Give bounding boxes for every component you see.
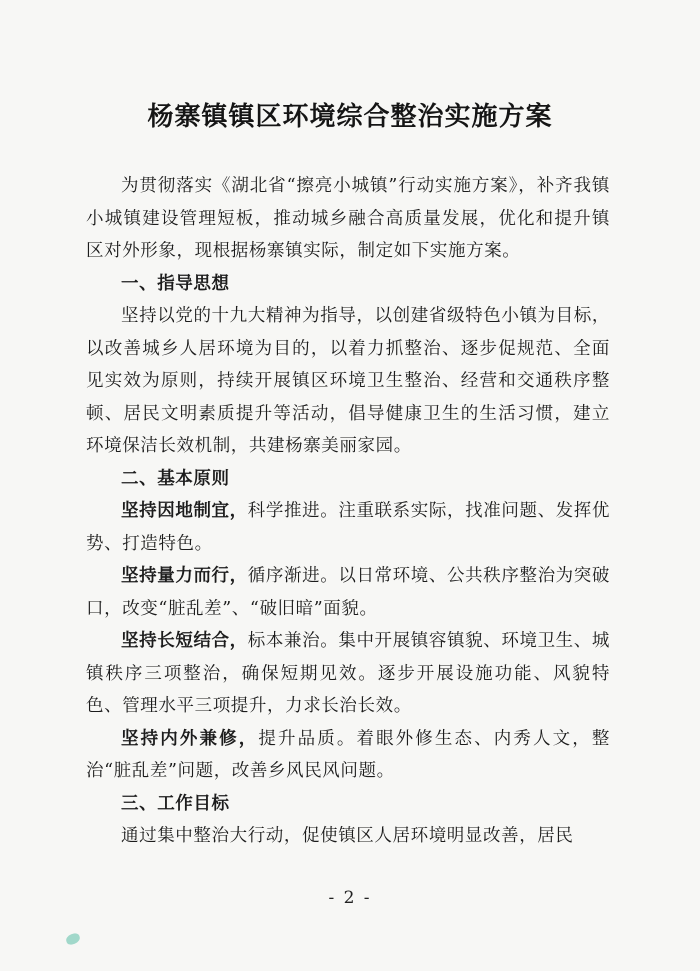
principle-text: 循序渐进。以日常环境、公共秩序整治为突破口，改变“脏乱差”、“破旧暗”面貌。	[86, 566, 610, 619]
page-number: - 2 -	[328, 888, 372, 908]
section-heading-guiding-thought: 一、指导思想	[121, 273, 230, 294]
section-heading-work-goals: 三、工作目标	[121, 793, 230, 814]
principle-text: 科学推进。注重联系实际，找准问题、发挥优势、打造特色。	[86, 501, 610, 554]
principle-paragraph	[86, 560, 610, 625]
principle-paragraph	[86, 723, 610, 788]
ink-spot-mark	[65, 932, 82, 946]
principle-lead: 坚持长短结合，	[121, 631, 248, 651]
document-body	[86, 170, 610, 853]
intro-paragraph: 为贯彻落实《湖北省“擦亮小城镇”行动实施方案》，补齐我镇小城镇建设管理短板，推动城乡融合高质量发展，优化和提升镇区对外形象，现根据杨寨镇实际，制定如下实施方案。	[86, 176, 610, 261]
principle-lead: 坚持量力而行，	[121, 566, 248, 586]
principle-paragraph	[86, 625, 610, 723]
principle-lead: 坚持内外兼修，	[121, 728, 259, 749]
section-heading-basic-principles: 二、基本原则	[121, 468, 230, 489]
guiding-thought-paragraph: 坚持以党的十九大精神为指导，以创建省级特色小镇为目标，以改善城乡人居环境为目的，以着力抓整治、逐步促规范、全面见实效为原则，持续开展镇区环境卫生整治、经营和交通秩序整顿、居民文明素质提升等活动，倡导健康卫生的生活习惯，建立环境保洁长效机制，共建杨寨美丽家园。	[86, 306, 610, 456]
principle-paragraph	[86, 495, 610, 560]
work-goals-paragraph: 通过集中整治大行动，促使镇区人居环境明显改善，居民	[121, 826, 574, 846]
principle-text: 标本兼治。集中开展镇容镇貌、环境卫生、城镇秩序三项整治，确保短期见效。逐步开展设施功能、风貌特色、管理水平三项提升，力求长治长效。	[86, 631, 610, 716]
principle-lead: 坚持因地制宜，	[121, 501, 248, 521]
principle-text: 提升品质。着眼外修生态、内秀人文，整治“脏乱差”问题，改善乡风民风问题。	[86, 728, 610, 781]
document-title: 杨寨镇镇区环境综合整治实施方案	[147, 102, 553, 132]
